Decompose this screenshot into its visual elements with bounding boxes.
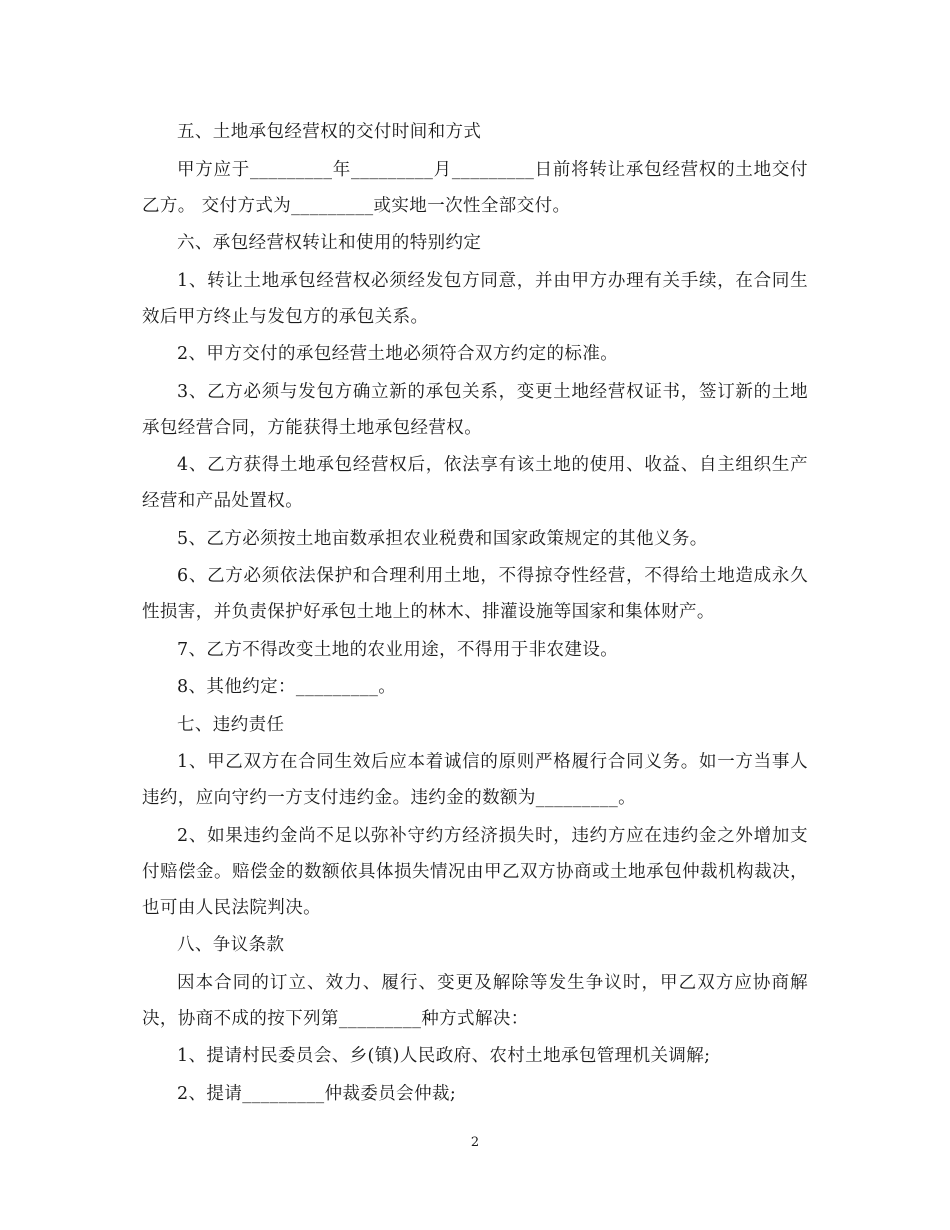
clause-item: 8、其他约定：_________。 bbox=[177, 677, 397, 697]
clause-item: 7、乙方不得改变土地的农业用途，不得用于非农建设。 bbox=[177, 639, 619, 660]
page-number: 2 bbox=[470, 1135, 480, 1150]
document-body bbox=[142, 114, 808, 1112]
clause-item: 2、提请_________仲裁委员会仲裁; bbox=[177, 1083, 457, 1104]
section-heading-delivery: 五、土地承包经营权的交付时间和方式 bbox=[177, 122, 482, 142]
clause-item: 1、甲乙双方在合同生效后应本着诚信的原则严格履行合同义务。如一方当事人违约，应向守约一方支付违约金。违约金的数额为_________。 bbox=[142, 752, 808, 808]
paragraph-delivery-terms: 甲方应于_________年_________月_________日前将转让承包经营权的土地交付乙方。 交付方式为_________或实地一次性全部交付。 bbox=[142, 159, 808, 216]
clause-item: 2、甲方交付的承包经营土地必须符合双方约定的标准。 bbox=[177, 344, 619, 364]
clause-item: 6、乙方必须依法保护和合理利用土地，不得掠夺性经营，不得给土地造成永久性损害，并负责保护好承包土地上的林木、排灌设施等国家和集体财产。 bbox=[142, 566, 808, 622]
section-heading-special-terms: 六、承包经营权转让和使用的特别约定 bbox=[177, 233, 482, 253]
paragraph-dispute-terms: 因本合同的订立、效力、履行、变更及解除等发生争议时，甲乙双方应协商解决，协商不成的按下列第_________种方式解决： bbox=[142, 972, 808, 1029]
clause-item: 5、乙方必须按土地亩数承担农业税费和国家政策规定的其他义务。 bbox=[177, 528, 708, 549]
clause-item: 2、如果违约金尚不足以弥补守约方经济损失时，违约方应在违约金之外增加支付赔偿金。赔偿金的数额依具体损失情况由甲乙双方协商或土地承包仲裁机构裁决，也可由人民法院判决。 bbox=[142, 825, 808, 918]
clause-item: 4、乙方获得土地承包经营权后，依法享有该土地的使用、收益、自主组织生产经营和产品处置权。 bbox=[142, 455, 808, 511]
clause-item: 3、乙方必须与发包方确立新的承包关系，变更土地经营权证书，签订新的土地承包经营合同，方能获得土地承包经营权。 bbox=[142, 381, 808, 438]
section-heading-dispute: 八、争议条款 bbox=[177, 935, 285, 955]
section-heading-liability: 七、违约责任 bbox=[177, 714, 285, 735]
clause-item: 1、转让土地承包经营权必须经发包方同意，并由甲方办理有关手续，在合同生效后甲方终止与发包方的承包关系。 bbox=[142, 270, 808, 327]
clause-item: 1、提请村民委员会、乡(镇)人民政府、农村土地承包管理机关调解; bbox=[177, 1046, 711, 1066]
